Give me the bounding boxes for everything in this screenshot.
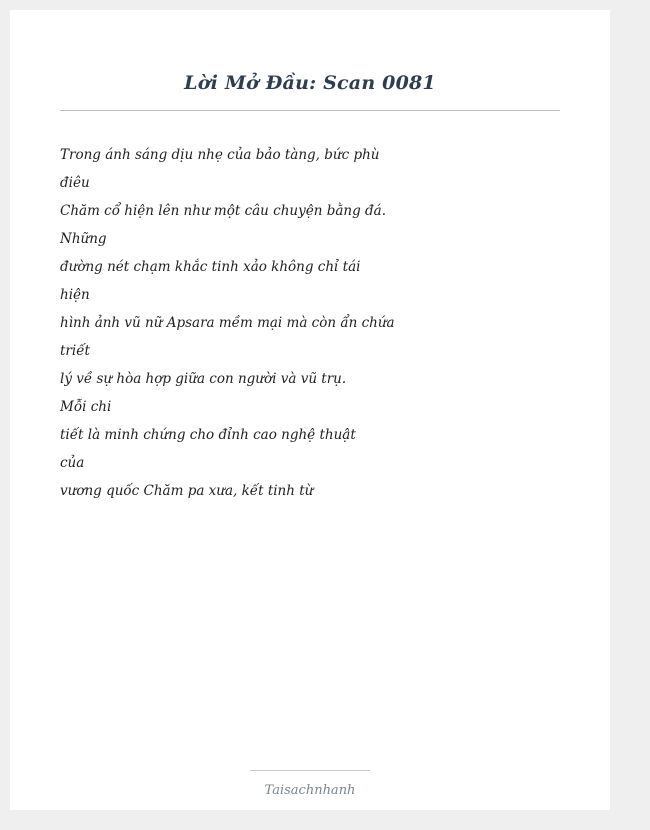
text-line: đường nét chạm khắc tinh xảo không chỉ tái: [60, 259, 361, 275]
text-line: hình ảnh vũ nữ Apsara mềm mại mà còn ẩn chứa: [60, 315, 395, 331]
text-line: lý về sự hòa hợp giữa con người và vũ trụ.: [60, 371, 347, 387]
body-text: [60, 141, 560, 505]
text-line: Chăm cổ hiện lên như một câu chuyện bằng đá.: [60, 203, 387, 219]
text-line: Mỗi chi: [60, 399, 112, 415]
text-line: Trong ánh sáng dịu nhẹ của bảo tàng, bức phù: [60, 147, 380, 163]
text-line: của: [60, 455, 85, 471]
text-line: điêu: [60, 175, 90, 191]
footer-text: Taisachnhanh: [264, 783, 356, 798]
text-line: Những: [60, 231, 107, 247]
text-line: vương quốc Chăm pa xưa, kết tinh từ: [60, 483, 314, 499]
page-title: Lời Mở Đầu: Scan 0081: [184, 72, 436, 94]
footer-divider: [250, 770, 370, 771]
title-divider: [60, 110, 560, 111]
text-line: tiết là minh chứng cho đỉnh cao nghệ thuật: [60, 427, 356, 443]
text-line: hiện: [60, 287, 90, 303]
text-line: triết: [60, 343, 90, 359]
document-page: [10, 10, 610, 810]
